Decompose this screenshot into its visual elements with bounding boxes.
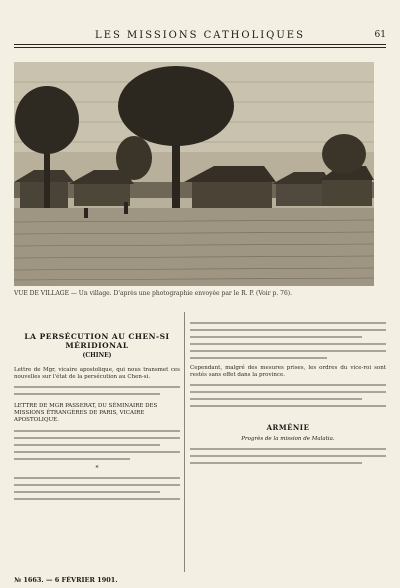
running-header — [14, 30, 386, 42]
text-line — [190, 391, 386, 393]
article-intro: Lettre de Mgr, vicaire apostolique, qui nous transmet ces nouvelles sur l'état de la persécution au Chen-si. — [14, 367, 180, 380]
letter-heading: LETTRE DE MGR PASSERAT, DU SÉMINAIRE DES MISSIONS ÉTRANGÈRES DE PARIS, VICAIRE APOSTOLIQUE. — [14, 403, 158, 423]
text-line — [14, 477, 180, 479]
header-rule — [14, 44, 386, 45]
text-line — [190, 398, 362, 400]
text-line — [190, 405, 386, 407]
journal-title: LES MISSIONS CATHOLIQUES — [95, 30, 305, 41]
column-divider — [184, 312, 185, 572]
letter-body — [14, 430, 180, 460]
text-line — [14, 430, 180, 432]
text-line — [14, 484, 180, 486]
text-line — [14, 458, 130, 460]
figure-caption: VUE DE VILLAGE — Un village. D'après une photographie envoyée par le R. P. (Voir p. 76). — [14, 290, 293, 297]
text-line — [190, 448, 386, 450]
text-line — [14, 393, 160, 395]
village-engraving — [14, 62, 374, 286]
section-body — [190, 448, 386, 464]
section-subtitle: Progrès de la mission de Malatia. — [241, 436, 335, 442]
section-title-armenie: ARMÉNIE — [266, 423, 310, 432]
article-intro-block — [14, 367, 180, 395]
right-paragraph: Cependant, malgré des mesures prises, les ordres du vice-roi sont restés sans effet dans la province. — [190, 365, 386, 378]
letter-body-continued — [14, 477, 180, 500]
page-number: 61 — [374, 30, 386, 40]
text-line — [14, 444, 160, 446]
text-line — [190, 322, 386, 324]
text-line — [14, 437, 180, 439]
text-line — [190, 384, 386, 386]
text-line — [14, 498, 180, 500]
right-text-block — [190, 322, 386, 359]
text-line — [190, 336, 362, 338]
engraving-illustration — [14, 62, 374, 286]
right-column — [190, 312, 386, 469]
text-line — [14, 451, 180, 453]
section-separator: * — [95, 465, 99, 472]
text-line — [190, 343, 386, 345]
text-line — [190, 455, 386, 457]
text-line — [190, 350, 386, 352]
article-subtitle: (CHINE) — [82, 352, 112, 359]
left-column — [14, 312, 180, 505]
text-line — [14, 386, 180, 388]
text-line — [14, 491, 160, 493]
text-line — [190, 329, 386, 331]
right-text-block-2 — [190, 384, 386, 407]
text-line — [190, 462, 362, 464]
header-rule-double — [14, 47, 386, 48]
article-title: LA PERSÉCUTION AU CHEN-SI MÉRIDIONAL — [24, 332, 170, 350]
text-line — [190, 357, 327, 359]
issue-footer: № 1663. — 6 FÉVRIER 1901. — [14, 576, 118, 584]
